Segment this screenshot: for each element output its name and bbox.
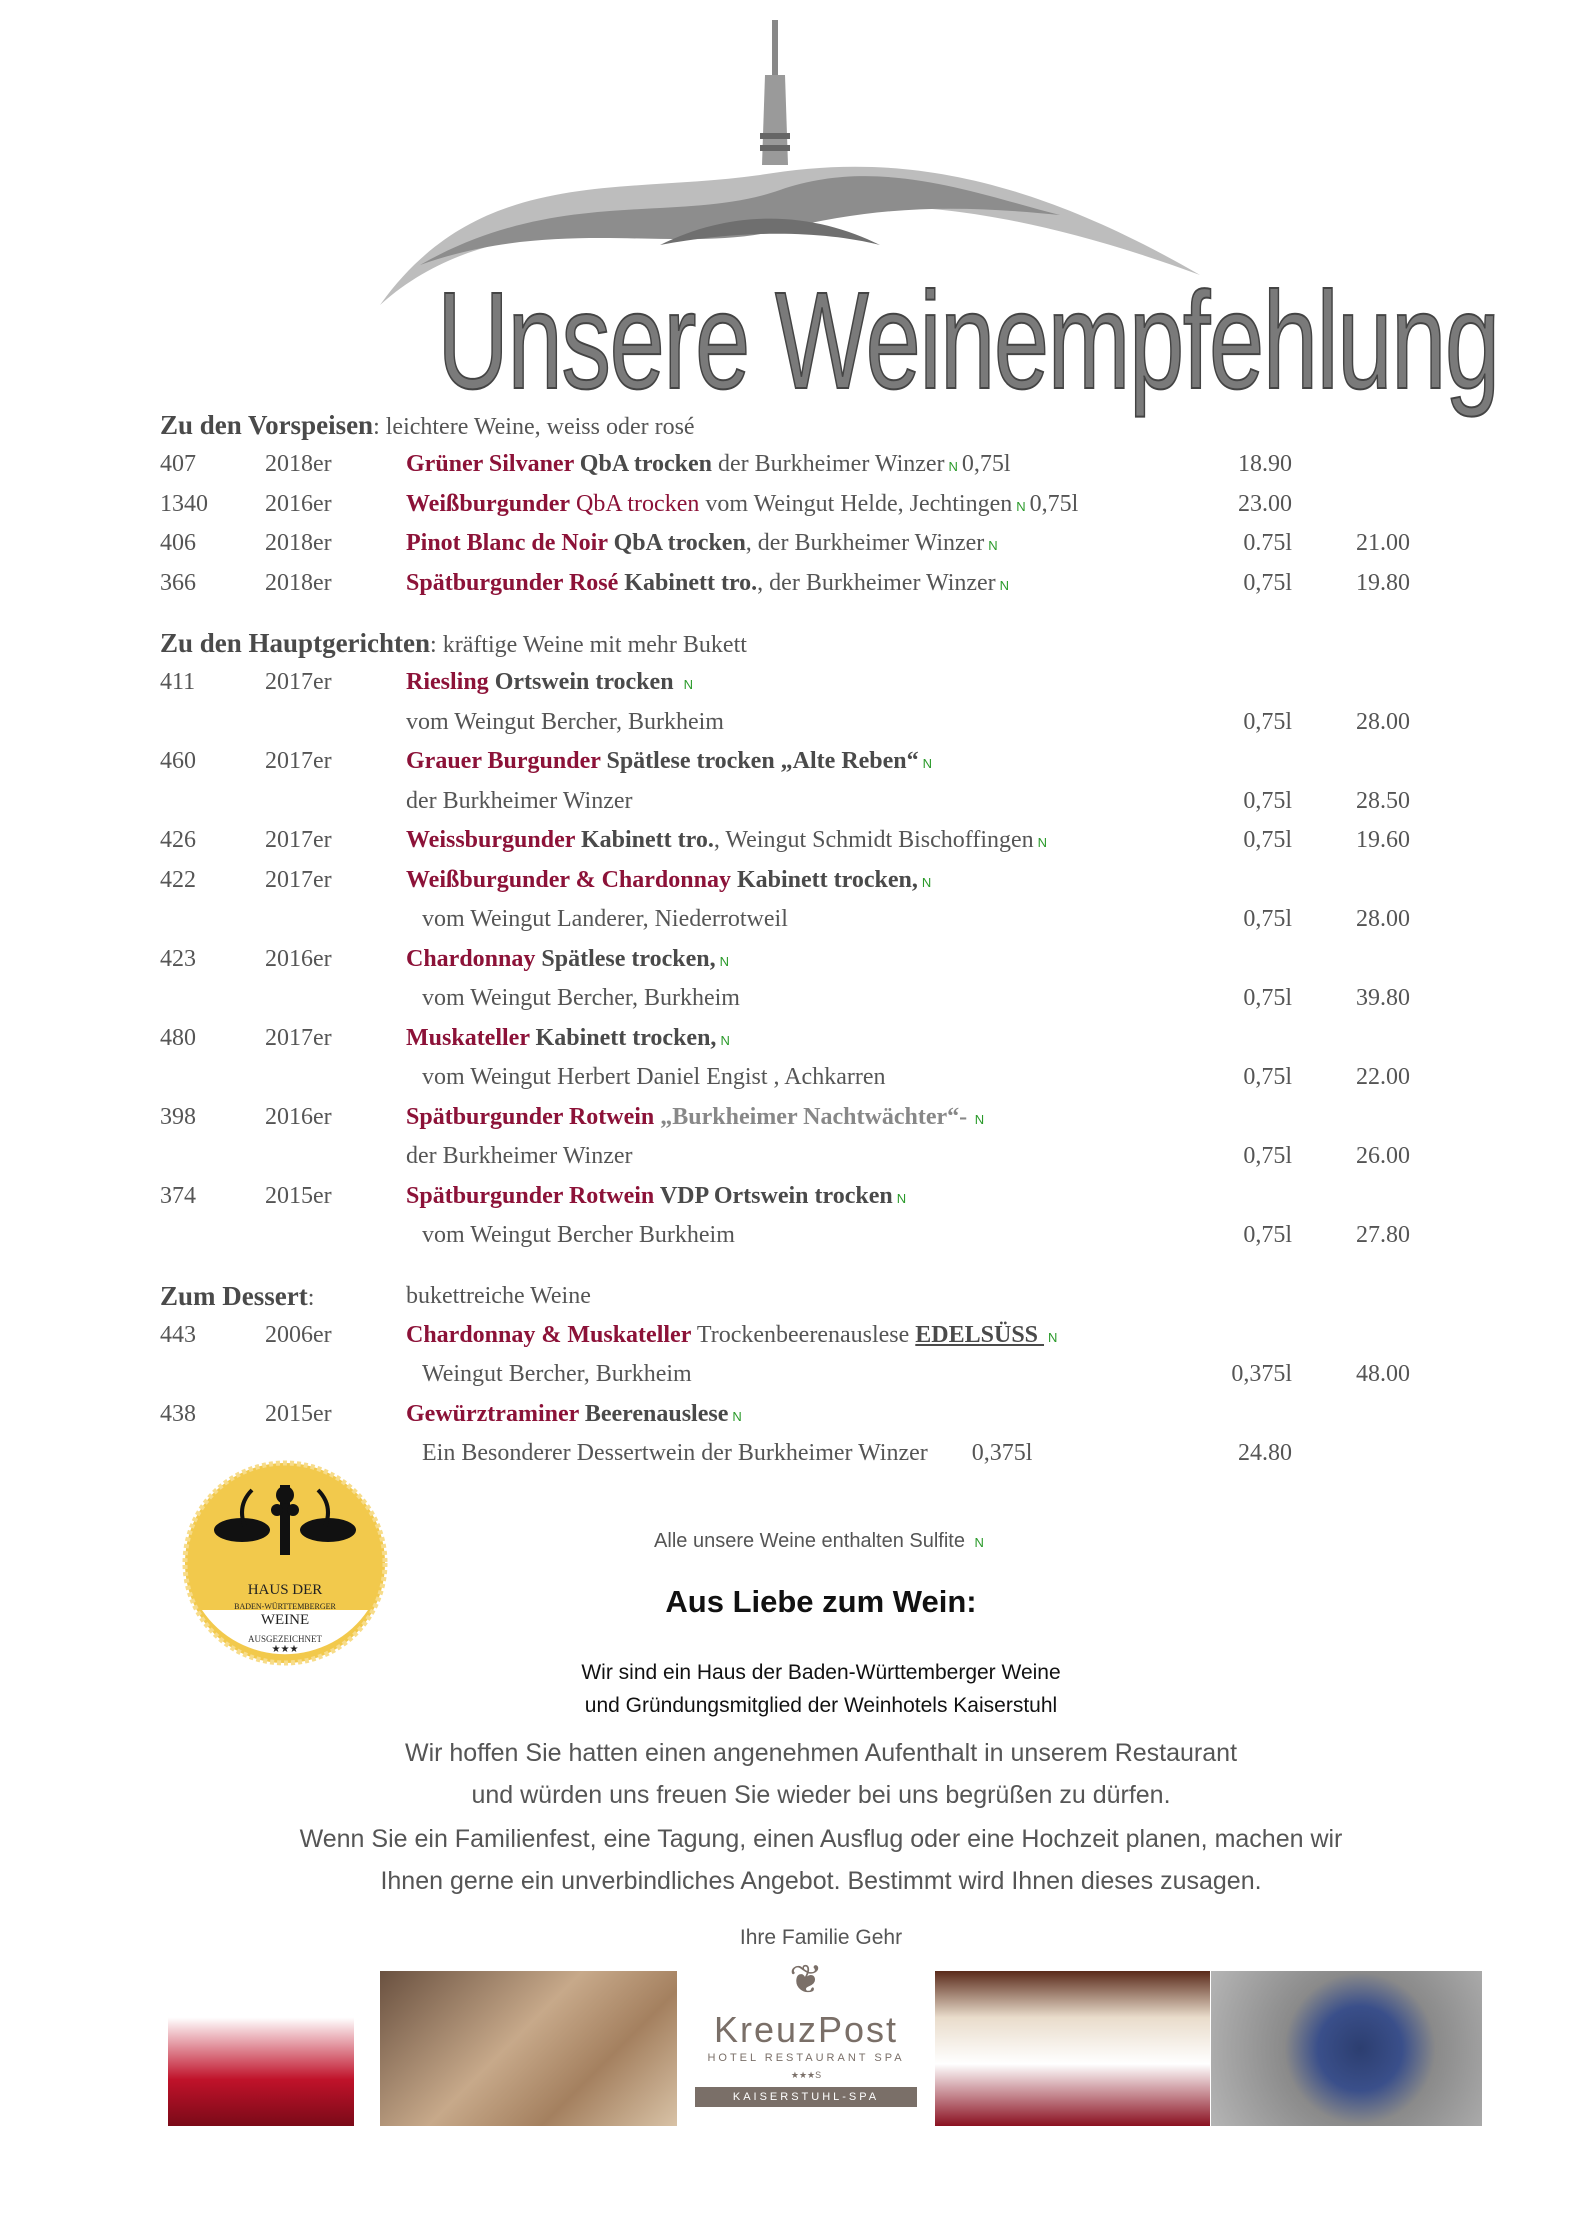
wine-detail: Kabinett trocken, — [730, 866, 918, 893]
headline: Aus Liebe zum Wein: — [665, 1584, 977, 1619]
wine-volume: 0,75l — [1243, 787, 1292, 814]
intro-line-2: und Gründungsmitglied der Weinhotels Kaiserstuhl — [584, 1694, 1058, 1717]
wine-row — [160, 703, 1410, 743]
wine-number: 443 — [160, 1321, 196, 1348]
sulfite-note — [0, 1530, 1571, 1553]
wine-description — [406, 821, 1051, 863]
wine-description — [406, 1019, 734, 1061]
wine-price: 26.00 — [1356, 1143, 1410, 1169]
wine-detail: QbA trocken — [570, 490, 700, 517]
badge-line2: BADEN-WÜRTTEMBERGER — [234, 1602, 336, 1611]
sulfite-text: Alle unsere Weine enthalten Sulfite — [654, 1530, 965, 1552]
wine-number: 460 — [160, 748, 196, 774]
wine-row — [160, 1098, 1410, 1138]
wine-number: 480 — [160, 1024, 196, 1051]
wine-number: 398 — [160, 1103, 196, 1130]
wine-price: 27.80 — [1356, 1222, 1410, 1248]
n-mark: N — [971, 1111, 985, 1127]
wine-detail: der Burkheimer Winzer — [712, 451, 945, 477]
wine-detail: „Burkheimer Nachtwächter“- — [654, 1103, 968, 1130]
wine-number: 1340 — [160, 490, 208, 517]
wine-description — [406, 524, 1002, 566]
wine-description — [406, 861, 935, 903]
n-mark: N — [948, 459, 958, 474]
wine-vintage: 2017er — [265, 748, 332, 774]
vine-leaf-icon: ❦ — [789, 1962, 823, 2002]
wine-volume: 0,75l — [1243, 1064, 1292, 1090]
wine-vintage: 2015er — [265, 1182, 332, 1209]
wine-vintage: 2018er — [265, 530, 332, 556]
wine-row — [160, 782, 1410, 822]
wine-name: Muskateller — [406, 1024, 530, 1051]
wine-row — [160, 1177, 1410, 1217]
wine-description — [406, 1098, 988, 1140]
hotel-band: KAISERSTUHL-SPA — [695, 2087, 917, 2107]
wine-corks-photo — [380, 1971, 677, 2126]
wine-number: 423 — [160, 945, 196, 972]
wine-name: Grüner Silvaner — [406, 451, 574, 477]
wine-vintage: 2015er — [265, 1400, 332, 1427]
wine-row — [160, 1355, 1410, 1395]
section-header — [160, 623, 1410, 663]
badge-stars: ★★★ — [271, 1644, 299, 1655]
wine-row — [160, 1316, 1410, 1356]
wine-price: 28.50 — [1356, 787, 1410, 814]
n-mark: N — [922, 756, 933, 771]
wine-number: 366 — [160, 569, 196, 596]
wine-number: 426 — [160, 827, 196, 853]
n-mark: N — [720, 1032, 730, 1048]
n-mark: N — [896, 1190, 907, 1206]
wine-detail: vom Weingut Bercher Burkheim — [422, 1222, 735, 1248]
wine-detail: vom Weingut Bercher, Burkheim — [422, 985, 740, 1011]
wine-description — [422, 1216, 735, 1256]
wine-list — [160, 405, 1410, 1474]
wine-detail: vom Weingut Herbert Daniel Engist , Achkarren — [422, 1064, 886, 1090]
n-mark: N — [719, 953, 729, 969]
wine-row — [160, 979, 1410, 1019]
wine-vintage: 2017er — [265, 866, 332, 893]
wine-vintage: 2017er — [265, 669, 332, 695]
wine-volume: 0.75l — [1243, 530, 1292, 556]
wine-row — [160, 1137, 1410, 1177]
wine-description — [406, 782, 633, 822]
wine-volume: 0,75l — [1243, 906, 1292, 932]
wine-detail: Weingut Bercher, Burkheim — [422, 1361, 692, 1387]
wine-vintage: 2018er — [265, 569, 332, 596]
wine-detail: , der Burkheimer Winzer — [745, 530, 985, 556]
wine-name: Weißburgunder & Chardonnay — [406, 866, 731, 893]
section-subtitle: : — [307, 1284, 315, 1311]
wine-description — [422, 1355, 692, 1395]
wine-volume: 0,375l — [1231, 1361, 1292, 1387]
wine-detail: Kabinett trocken, — [529, 1024, 717, 1051]
wine-description — [422, 979, 740, 1019]
wine-row — [160, 485, 1410, 525]
wine-name: Chardonnay — [406, 945, 536, 972]
wine-detail: VDP Ortswein trocken — [654, 1182, 893, 1209]
wine-row — [160, 821, 1410, 861]
wine-detail: vom Weingut Bercher, Burkheim — [406, 708, 724, 735]
wine-description — [406, 564, 1013, 606]
kreuzpost-logo — [695, 1962, 917, 2132]
wine-price: 28.00 — [1356, 708, 1410, 735]
n-mark: N — [974, 1535, 984, 1550]
wine-row — [160, 1395, 1410, 1435]
wine-volume: 0,75l — [1243, 827, 1292, 853]
wine-detail: Spätlese trocken „Alte Reben“ — [600, 748, 919, 774]
wine-detail: Spätlese trocken, — [535, 945, 716, 972]
section-title: Zu den Vorspeisen — [160, 410, 374, 440]
wine-description — [406, 445, 1011, 487]
n-mark: N — [988, 538, 998, 553]
wine-price: 19.80 — [1356, 569, 1410, 596]
wine-detail: 0,375l — [971, 1440, 1033, 1466]
wine-description — [406, 1137, 633, 1177]
grapes-photo — [1211, 1971, 1482, 2126]
wine-price: 39.80 — [1356, 985, 1410, 1011]
wine-number: 422 — [160, 866, 196, 893]
section-title: Zum Dessert — [160, 1280, 308, 1311]
wine-row — [160, 1058, 1410, 1098]
section-subtitle-2: bukettreiche Weine — [406, 1282, 591, 1309]
section-subtitle: : leichtere Weine, weiss oder rosé — [373, 414, 695, 440]
wine-name: Pinot Blanc de Noir — [406, 530, 608, 556]
wine-row — [160, 900, 1410, 940]
wine-volume: 18.90 — [1238, 451, 1292, 477]
wine-name: Gewürztraminer — [406, 1400, 579, 1427]
wine-detail: Beerenauslese — [578, 1400, 729, 1427]
wine-description — [422, 1058, 886, 1098]
wine-detail: Kabinett tro. — [618, 569, 758, 596]
section-subtitle: : kräftige Weine mit mehr Bukett — [430, 632, 747, 658]
wine-glass-photo — [168, 1971, 354, 2126]
wine-row — [160, 564, 1410, 604]
wine-name: Spätburgunder Rotwein — [406, 1182, 655, 1209]
badge-line4: AUSGEZEICHNET — [248, 1634, 322, 1644]
wine-description — [422, 1434, 1032, 1474]
wine-description — [406, 742, 936, 784]
wine-number: 411 — [160, 669, 196, 695]
wine-detail: EDELSÜSS — [915, 1321, 1045, 1348]
award-badge — [182, 1460, 388, 1666]
wine-name: Weissburgunder — [406, 827, 575, 853]
wine-volume: 0,75l — [1243, 1143, 1292, 1169]
wine-detail: der Burkheimer Winzer — [406, 787, 633, 814]
wine-vintage: 2017er — [265, 827, 332, 853]
wine-vintage: 2018er — [265, 451, 332, 477]
paragraph-line-2: und würden uns freuen Sie wieder bei uns begrüßen zu dürfen. — [471, 1781, 1171, 1809]
wine-detail: 0,75l — [1029, 490, 1079, 517]
wine-price: 19.60 — [1356, 827, 1410, 853]
wine-description — [406, 940, 733, 982]
wine-vintage: 2016er — [265, 1103, 332, 1130]
wine-description — [406, 703, 724, 743]
wine-detail: QbA trocken — [573, 451, 713, 477]
wine-volume: 23.00 — [1238, 490, 1292, 517]
wine-vintage: 2017er — [265, 1024, 332, 1051]
wine-name: Grauer Burgunder — [406, 748, 601, 774]
n-mark: N — [732, 1408, 742, 1424]
wine-name: Spätburgunder Rotwein — [406, 1103, 655, 1130]
wine-detail: vom Weingut Helde, Jechtingen — [699, 490, 1013, 517]
wine-price: 48.00 — [1356, 1361, 1410, 1387]
wine-detail: 0,75l — [961, 451, 1011, 477]
wine-name: Spätburgunder Rosé — [406, 569, 619, 596]
wine-detail: QbA trocken — [607, 530, 746, 556]
wine-row — [160, 524, 1410, 564]
wine-name: Riesling — [406, 669, 489, 695]
section-title: Zu den Hauptgerichten — [160, 628, 431, 658]
section-header — [160, 1276, 1410, 1316]
signature: Ihre Familie Gehr — [739, 1926, 903, 1949]
wine-number: 407 — [160, 451, 196, 477]
wine-row — [160, 742, 1410, 782]
n-mark: N — [1037, 835, 1048, 850]
wine-volume: 0,75l — [1243, 569, 1292, 596]
n-mark: N — [683, 677, 693, 692]
wine-row — [160, 940, 1410, 980]
wine-row — [160, 861, 1410, 901]
wine-row — [160, 1019, 1410, 1059]
wine-description — [406, 485, 1078, 527]
wine-vintage: 2016er — [265, 945, 332, 972]
wine-price: 22.00 — [1356, 1064, 1410, 1090]
wine-detail: vom Weingut Landerer, Niederrotweil — [422, 906, 788, 932]
wine-number: 406 — [160, 530, 196, 556]
wine-description — [406, 1395, 746, 1437]
wine-volume: 0,75l — [1243, 708, 1292, 735]
wine-volume: 24.80 — [1238, 1440, 1292, 1466]
paragraph-line-1: Wir hoffen Sie hatten einen angenehmen Aufenthalt in unserem Restaurant — [404, 1739, 1238, 1767]
wine-name: Weißburgunder — [406, 490, 571, 517]
wine-price: 28.00 — [1356, 906, 1410, 932]
hotel-stars: ★★★S — [790, 2070, 822, 2080]
wine-vintage: 2006er — [265, 1321, 332, 1348]
wine-vintage: 2016er — [265, 490, 332, 517]
n-mark: N — [921, 874, 932, 890]
wine-description — [406, 1177, 910, 1219]
hotel-room-photo — [935, 1971, 1210, 2126]
wine-description — [406, 1316, 1061, 1358]
badge-line1: HAUS DER — [247, 1582, 323, 1598]
wine-name: Chardonnay & Muskateller — [406, 1321, 692, 1348]
intro-line-1: Wir sind ein Haus der Baden-Württemberger Weine — [581, 1661, 1061, 1684]
wine-price: 21.00 — [1356, 530, 1410, 556]
paragraph-line-3: Wenn Sie ein Familienfest, eine Tagung, einen Ausflug oder eine Hochzeit planen, machen wir — [299, 1825, 1343, 1853]
badge-line3: WEINE — [260, 1612, 310, 1628]
wine-volume: 0,75l — [1243, 985, 1292, 1011]
wine-row — [160, 1216, 1410, 1256]
wine-description — [422, 900, 788, 940]
wine-detail: , Weingut Schmidt Bischoffingen — [713, 827, 1034, 853]
wine-detail: , der Burkheimer Winzer — [757, 569, 996, 596]
wine-number: 438 — [160, 1400, 196, 1427]
n-mark: N — [1016, 498, 1026, 514]
hotel-sub: HOTEL RESTAURANT SPA — [707, 2052, 905, 2064]
section-header — [160, 405, 1410, 445]
wine-volume: 0,75l — [1243, 1222, 1292, 1248]
hotel-name: KreuzPost — [713, 2009, 899, 2050]
page-title: Unsere Weinempfehlung — [437, 264, 1499, 418]
paragraph-line-4: Ihnen gerne ein unverbindliches Angebot. Bestimmt wird Ihnen dieses zusagen. — [380, 1867, 1262, 1895]
wine-detail: Ein Besonderer Dessertwein der Burkheimer Winzer — [422, 1440, 928, 1466]
wine-description — [406, 663, 697, 705]
wine-row — [160, 663, 1410, 703]
wine-number: 374 — [160, 1182, 196, 1209]
wine-detail: der Burkheimer Winzer — [406, 1143, 633, 1169]
n-mark: N — [1048, 1329, 1058, 1345]
wine-detail: Kabinett tro. — [574, 827, 714, 853]
wine-row — [160, 445, 1410, 485]
wine-detail: Ortswein trocken — [488, 669, 680, 695]
n-mark: N — [999, 577, 1010, 593]
wine-detail: Trockenbeerenauslese — [691, 1321, 916, 1348]
